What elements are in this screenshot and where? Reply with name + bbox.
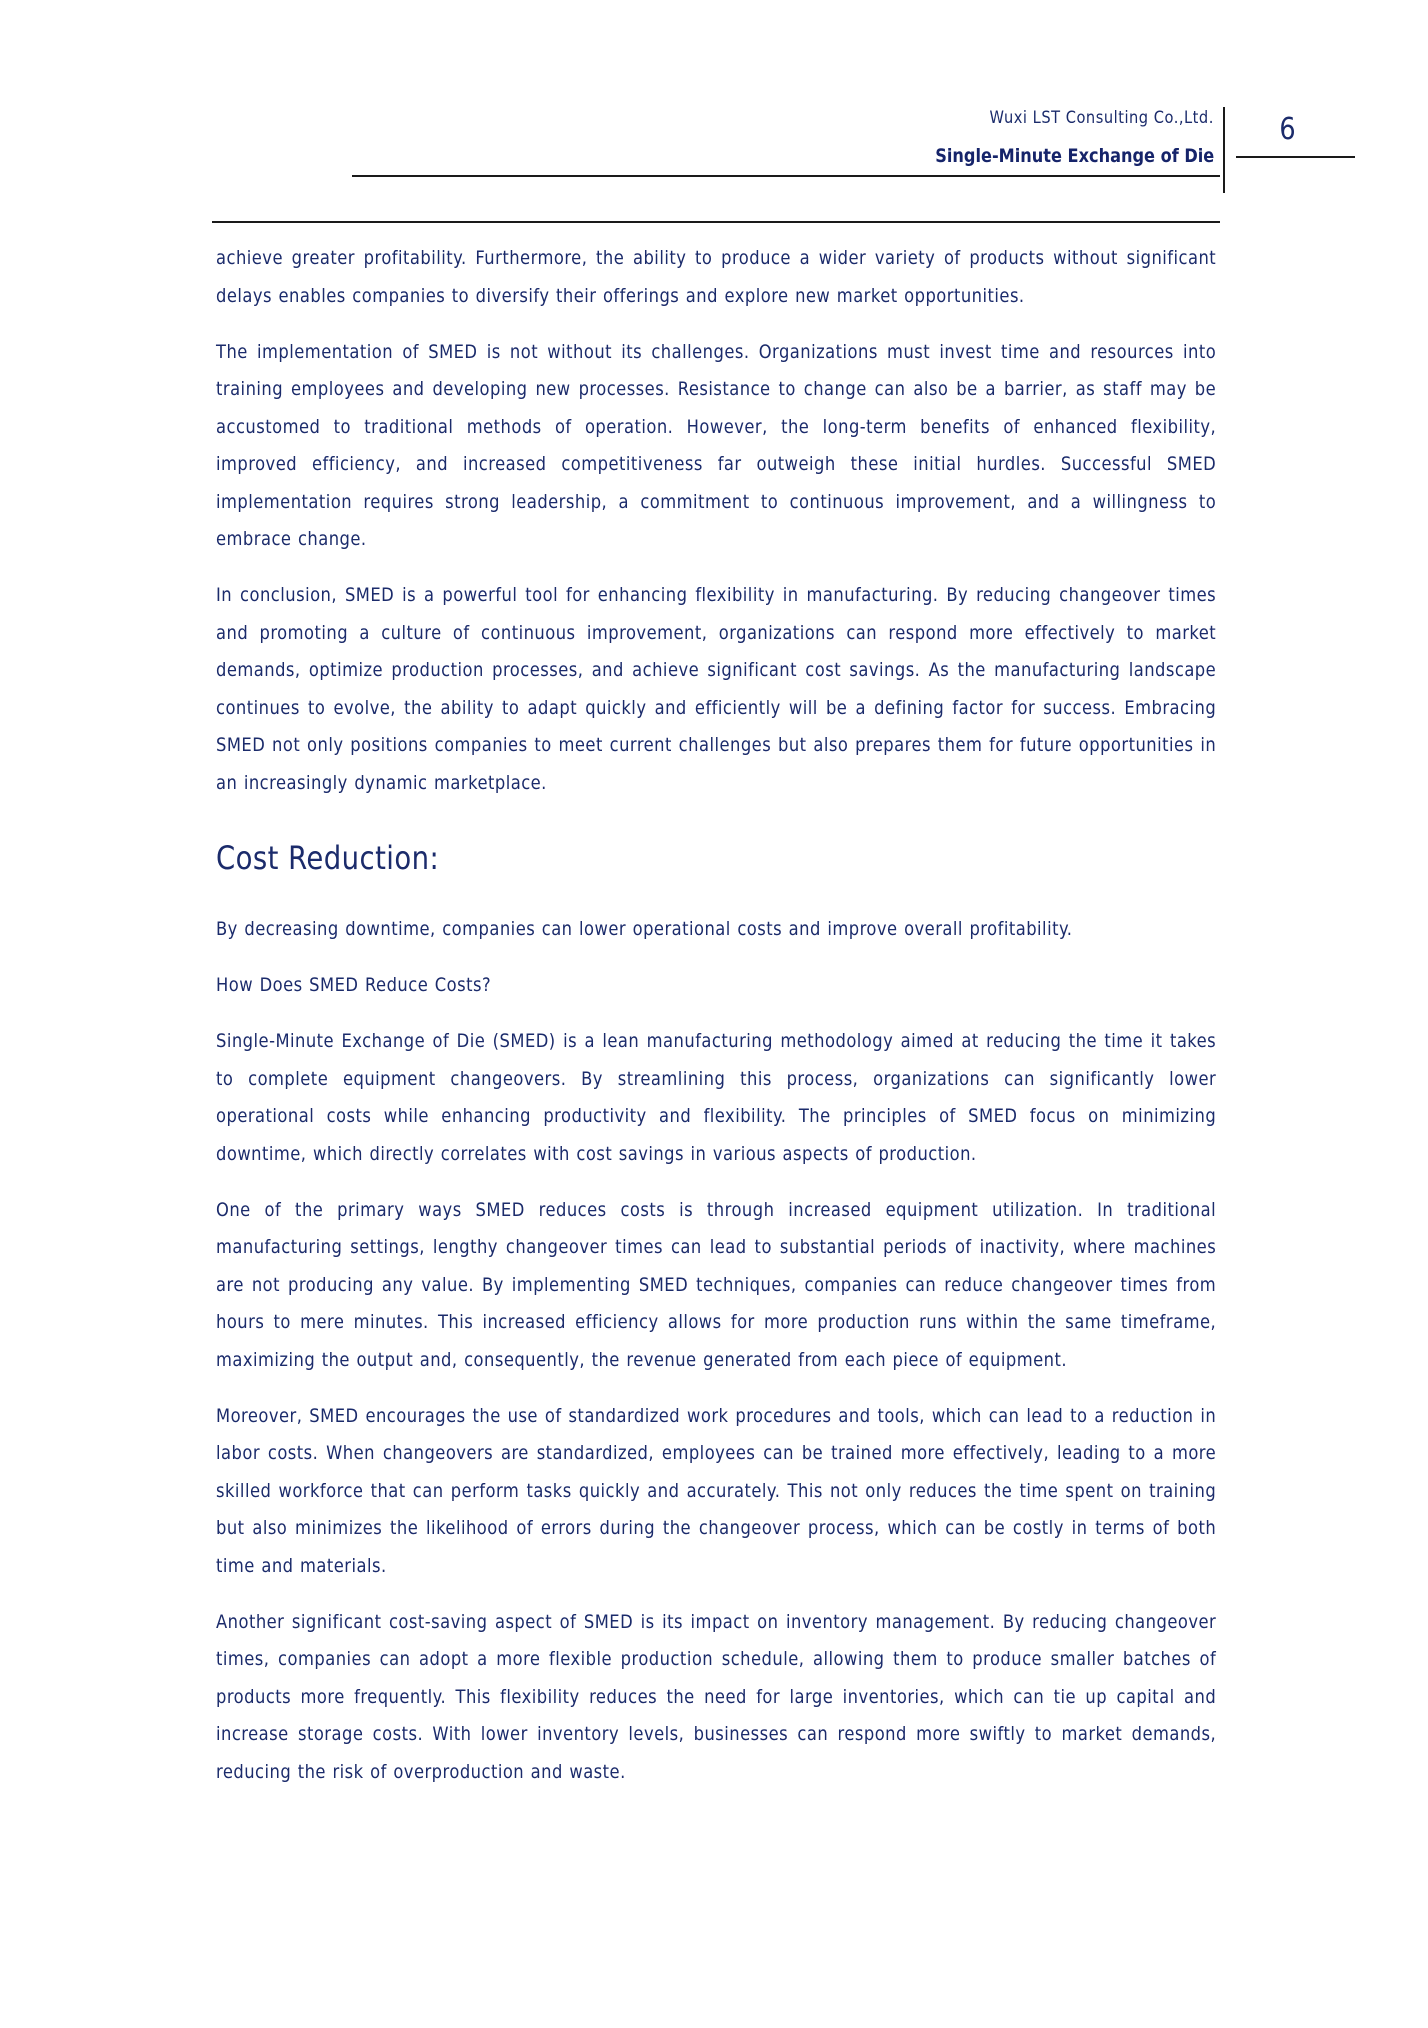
subheading: How Does SMED Reduce Costs? xyxy=(216,974,492,996)
header-bottom-rule xyxy=(212,221,1220,223)
header-vertical-divider xyxy=(1223,107,1225,193)
paragraph: Single-Minute Exchange of Die (SMED) is a lean manufacturing methodology aimed at reducing the time it takes to complete equipment changeovers. By streamlining this process, organizations can significantly lower operational costs while enhancing productivity and flexibility. The principles of SMED focus on minimizing downtime, which directly correlates with cost savings in various aspects of production. xyxy=(216,1030,1217,1165)
paragraph: By decreasing downtime, companies can lower operational costs and improve overall profitability. xyxy=(216,918,1073,940)
header-underline xyxy=(352,175,1220,177)
paragraph: Another significant cost-saving aspect of SMED is its impact on inventory management. By reducing changeover times, companies can adopt a more flexible production schedule, allowing them to produce smaller batches of products more frequently. This flexibility reduces the need for large inventories, which can tie up capital and increase storage costs. With lower inventory levels, businesses can respond more swiftly to market demands, reducing the risk of overproduction and waste. xyxy=(216,1610,1217,1783)
page-number-rule xyxy=(1236,156,1355,158)
page-body xyxy=(216,240,1216,1810)
paragraph: The implementation of SMED is not without its challenges. Organizations must invest time and resources into training employees and developing new processes. Resistance to change can also be a barrier, as staff may be accustomed to traditional methods of operation. However, the long-term benefits of enhanced flexibility, improved efficiency, and increased competitiveness far outweigh these initial hurdles. Successful SMED implementation requires strong leadership, a commitment to continuous improvement, and a willingness to embrace change. xyxy=(216,340,1217,550)
section-heading: Cost Reduction: xyxy=(216,839,440,877)
paragraph: Moreover, SMED encourages the use of standardized work procedures and tools, which can lead to a reduction in labor costs. When changeovers are standardized, employees can be trained more effectively, leading to a more skilled workforce that can perform tasks quickly and accurately. This not only reduces the time spent on training but also minimizes the likelihood of errors during the changeover process, which can be costly in terms of both time and materials. xyxy=(216,1404,1217,1577)
paragraph: One of the primary ways SMED reduces costs is through increased equipment utilization. In traditional manufacturing settings, lengthy changeover times can lead to substantial periods of inactivity, where machines are not producing any value. By implementing SMED techniques, companies can reduce changeover times from hours to mere minutes. This increased efficiency allows for more production runs within the same timeframe, maximizing the output and, consequently, the revenue generated from each piece of equipment. xyxy=(216,1198,1217,1371)
header-document-title: Single-Minute Exchange of Die xyxy=(934,145,1214,167)
body-text-block xyxy=(216,240,1216,1791)
paragraph: In conclusion, SMED is a powerful tool for enhancing flexibility in manufacturing. By reducing changeover times and promoting a culture of continuous improvement, organizations can respond more effectively to market demands, optimize production processes, and achieve significant cost savings. As the manufacturing landscape continues to evolve, the ability to adapt quickly and efficiently will be a defining factor for success. Embracing SMED not only positions companies to meet current challenges but also prepares them for future opportunities in an increasingly dynamic marketplace. xyxy=(216,584,1217,794)
paragraph: achieve greater profitability. Furthermore, the ability to produce a wider variety of products without significant delays enables companies to diversify their offerings and explore new market opportunities. xyxy=(216,247,1217,307)
header-company-name: Wuxi LST Consulting Co.,Ltd. xyxy=(989,108,1214,128)
page-number: 6 xyxy=(1279,112,1296,147)
